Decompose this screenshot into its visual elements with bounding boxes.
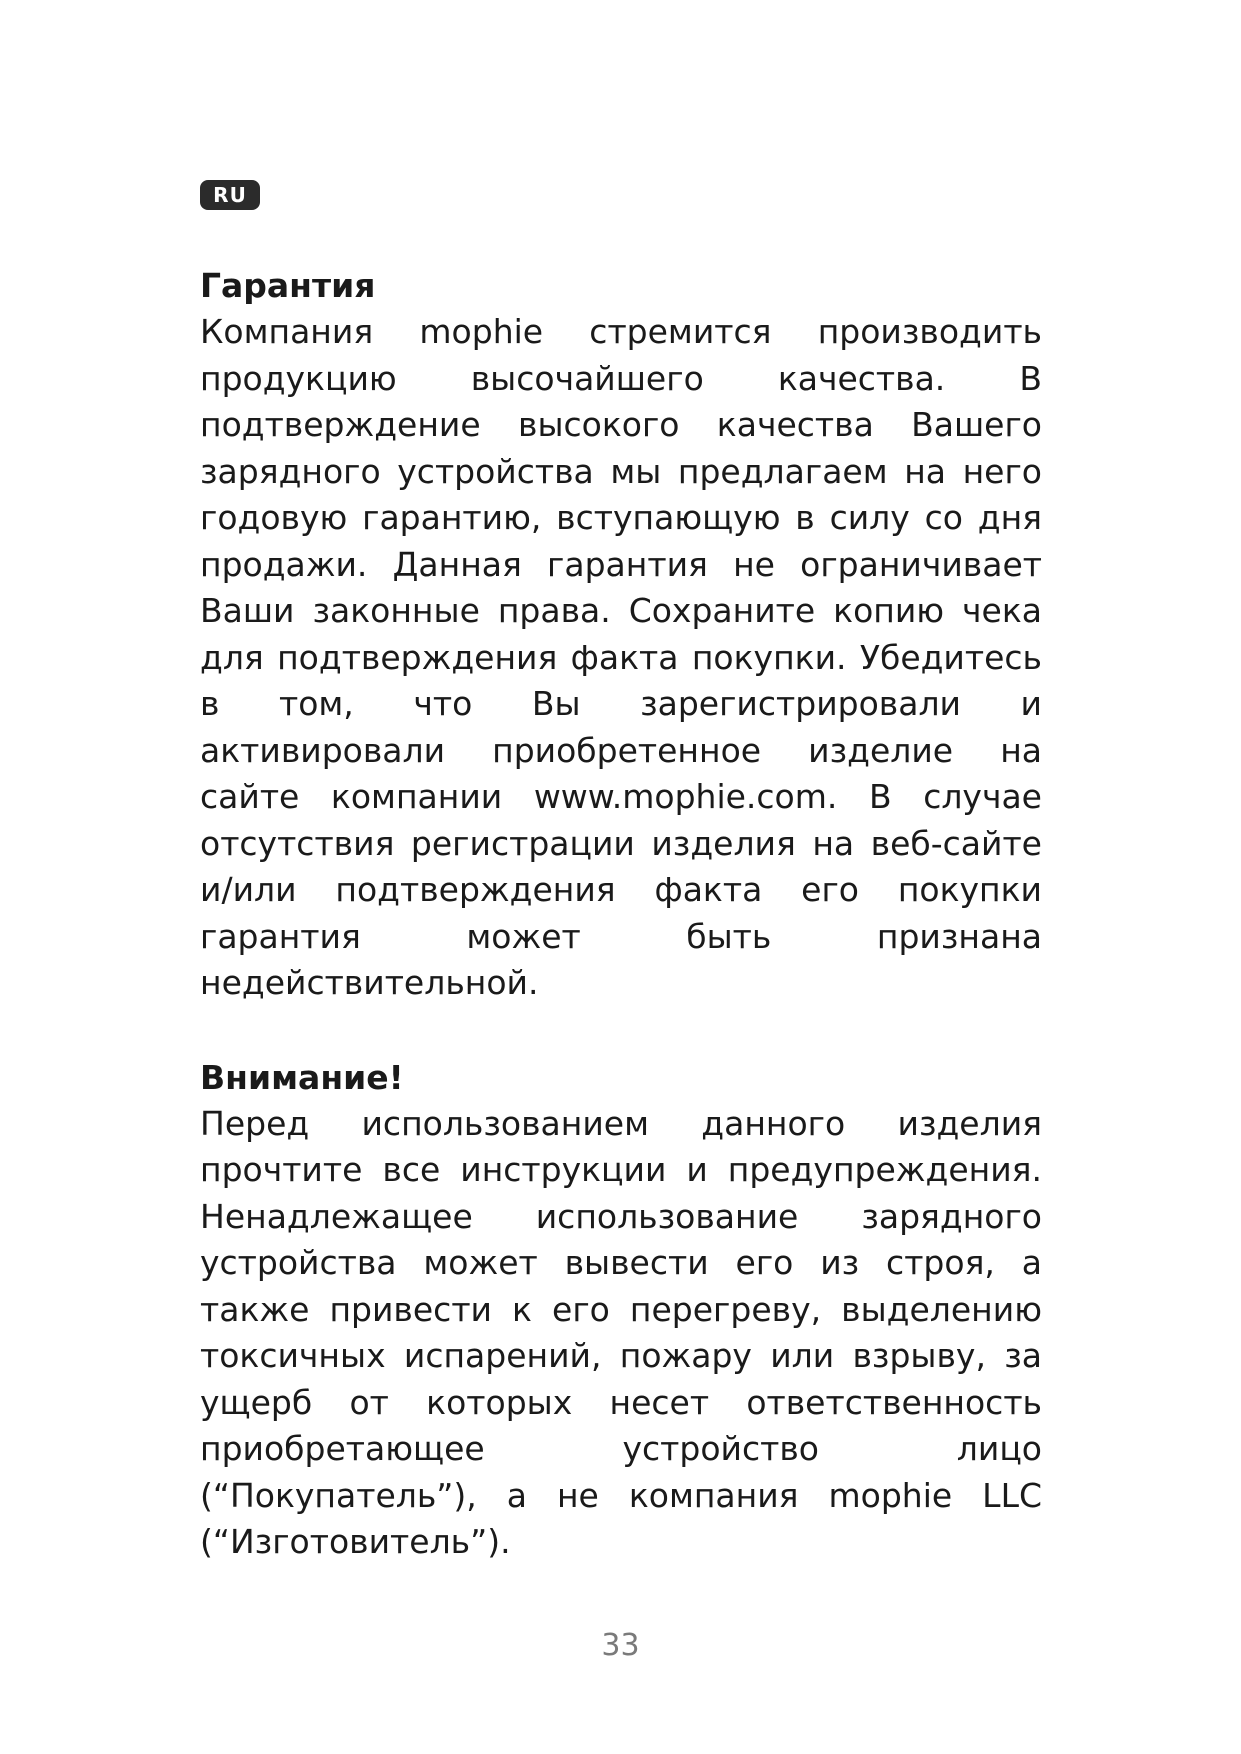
warranty-section xyxy=(200,262,1042,1007)
page-number: 33 xyxy=(601,1628,640,1663)
attention-title: Внимание! xyxy=(200,1057,404,1097)
language-badge: RU xyxy=(200,180,260,210)
warranty-text: Компания mophie стремится производить продукцию высочайшего качества. В подтверждение высокого качества Вашего зарядного устройства мы предлагаем на него годовую гарантию, вступающую в силу со дня продажи. Данная гарантия не ограничивает Ваши законные права. Сохраните копию чека для подтверждения факта покупки. Убедитесь в том, что Вы зарегистрировали и активировали приобретенное изделие на сайте компании www.mophie.com. В случае отсутствия регистрации изделия на веб-сайте и/или подтверждения факта его покупки гарантия может быть признана недействительной. xyxy=(200,312,1042,1002)
attention-text: Перед использованием данного изделия прочтите все инструкции и предупреждения. Ненадлежащее использование зарядного устройства может вывести его из строя, а также привести к его перегреву, выделению токсичных испарений, пожару или взрыву, за ущерб от которых несет ответственность приобретающее устройство лицо (“Покупатель”), а не компания mophie LLC (“Изготовитель”). xyxy=(200,1103,1042,1561)
page-content xyxy=(200,262,1042,1566)
section-spacer xyxy=(200,1007,1042,1054)
warranty-title: Гарантия xyxy=(200,266,376,305)
attention-section xyxy=(200,1054,1042,1566)
